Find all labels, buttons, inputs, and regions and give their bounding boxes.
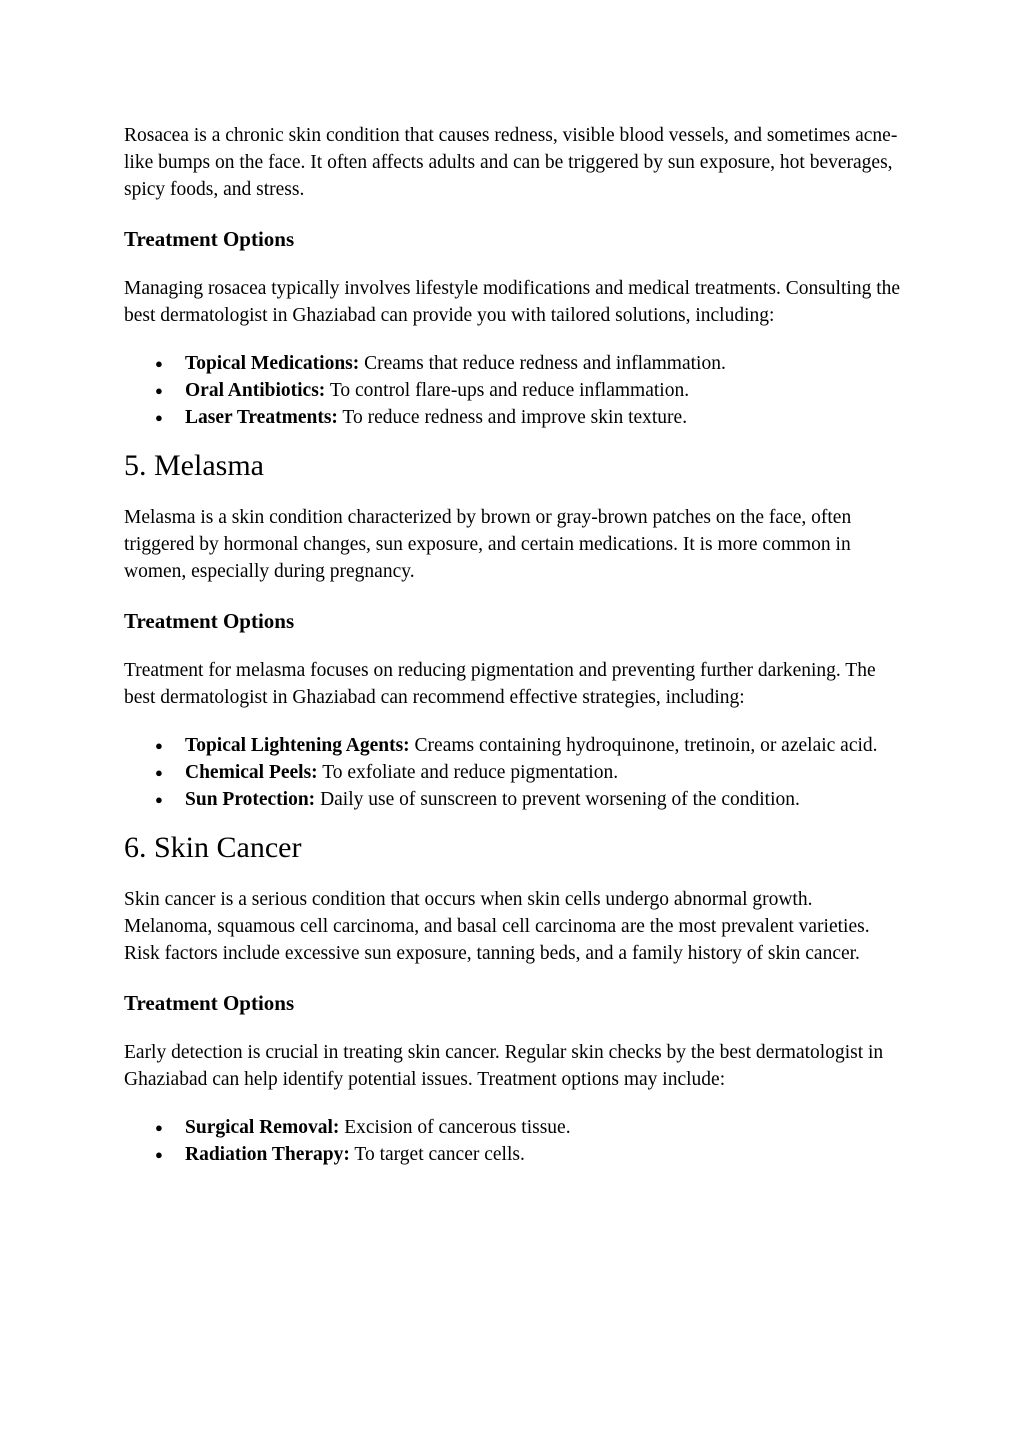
list-item bbox=[124, 1141, 904, 1168]
item-desc: Creams that reduce redness and inflammation. bbox=[359, 353, 726, 374]
skin-cancer-treatment-text: Early detection is crucial in treating skin cancer. Regular skin checks by the best dermatologist in Ghaziabad can help identify potential issues. Treatment options may include: bbox=[124, 1042, 884, 1090]
item-term: Sun Protection: bbox=[185, 789, 316, 810]
melasma-treatment-list bbox=[124, 732, 904, 813]
item-term: Chemical Peels: bbox=[185, 762, 318, 783]
item-term: Topical Lightening Agents: bbox=[185, 735, 410, 756]
document-page bbox=[124, 122, 904, 1168]
rosacea-treatment-text: Managing rosacea typically involves lifestyle modifications and medical treatments. Consulting the best dermatologist in Ghaziabad can provide you with tailored solutions, including: bbox=[124, 278, 901, 326]
skin-cancer-heading: 6. Skin Cancer bbox=[124, 831, 302, 864]
bullet-icon: ● bbox=[155, 765, 163, 780]
item-desc: To reduce redness and improve skin texture. bbox=[337, 407, 688, 428]
bullet-icon: ● bbox=[155, 410, 163, 425]
rosacea-treatment-heading: Treatment Options bbox=[124, 227, 295, 251]
item-term: Surgical Removal: bbox=[185, 1117, 340, 1138]
melasma-treatment-heading: Treatment Options bbox=[124, 609, 295, 633]
list-item bbox=[124, 404, 904, 431]
bullet-icon: ● bbox=[155, 383, 163, 398]
item-desc: To target cancer cells. bbox=[349, 1144, 525, 1165]
item-desc: Daily use of sunscreen to prevent worsening of the condition. bbox=[315, 789, 800, 810]
skin-cancer-treatment-list bbox=[124, 1114, 904, 1168]
melasma-intro: Melasma is a skin condition characterized by brown or gray-brown patches on the face, often triggered by hormonal changes, sun exposure, and certain medications. It is more common in women, especially during pregnancy. bbox=[124, 507, 852, 582]
melasma-heading: 5. Melasma bbox=[124, 449, 264, 482]
item-desc: Excision of cancerous tissue. bbox=[339, 1117, 571, 1138]
bullet-icon: ● bbox=[155, 792, 163, 807]
item-desc: Creams containing hydroquinone, tretinoin, or azelaic acid. bbox=[409, 735, 878, 756]
skin-cancer-treatment-heading: Treatment Options bbox=[124, 991, 295, 1015]
list-item bbox=[124, 759, 904, 786]
item-desc: To exfoliate and reduce pigmentation. bbox=[317, 762, 619, 783]
bullet-icon: ● bbox=[155, 356, 163, 371]
rosacea-treatment-list bbox=[124, 350, 904, 431]
bullet-icon: ● bbox=[155, 1147, 163, 1162]
bullet-icon: ● bbox=[155, 1120, 163, 1135]
rosacea-intro: Rosacea is a chronic skin condition that causes redness, visible blood vessels, and sometimes acne-like bumps on the face. It often affects adults and can be triggered by sun exposure, hot beverages, spicy foods, and stress. bbox=[124, 125, 898, 200]
list-item bbox=[124, 377, 904, 404]
list-item bbox=[124, 350, 904, 377]
item-term: Oral Antibiotics: bbox=[185, 380, 326, 401]
bullet-icon: ● bbox=[155, 738, 163, 753]
item-term: Laser Treatments: bbox=[185, 407, 338, 428]
item-desc: To control flare-ups and reduce inflammation. bbox=[325, 380, 690, 401]
item-term: Radiation Therapy: bbox=[185, 1144, 350, 1165]
list-item bbox=[124, 732, 904, 759]
list-item bbox=[124, 786, 904, 813]
item-term: Topical Medications: bbox=[185, 353, 360, 374]
list-item bbox=[124, 1114, 904, 1141]
skin-cancer-intro: Skin cancer is a serious condition that occurs when skin cells undergo abnormal growth. Melanoma, squamous cell carcinoma, and basal cell carcinoma are the most prevalent varieties. Risk factors include excessive sun exposure, tanning beds, and a family history of skin cancer. bbox=[124, 889, 870, 964]
melasma-treatment-text: Treatment for melasma focuses on reducing pigmentation and preventing further darkening. The best dermatologist in Ghaziabad can recommend effective strategies, including: bbox=[124, 660, 876, 708]
